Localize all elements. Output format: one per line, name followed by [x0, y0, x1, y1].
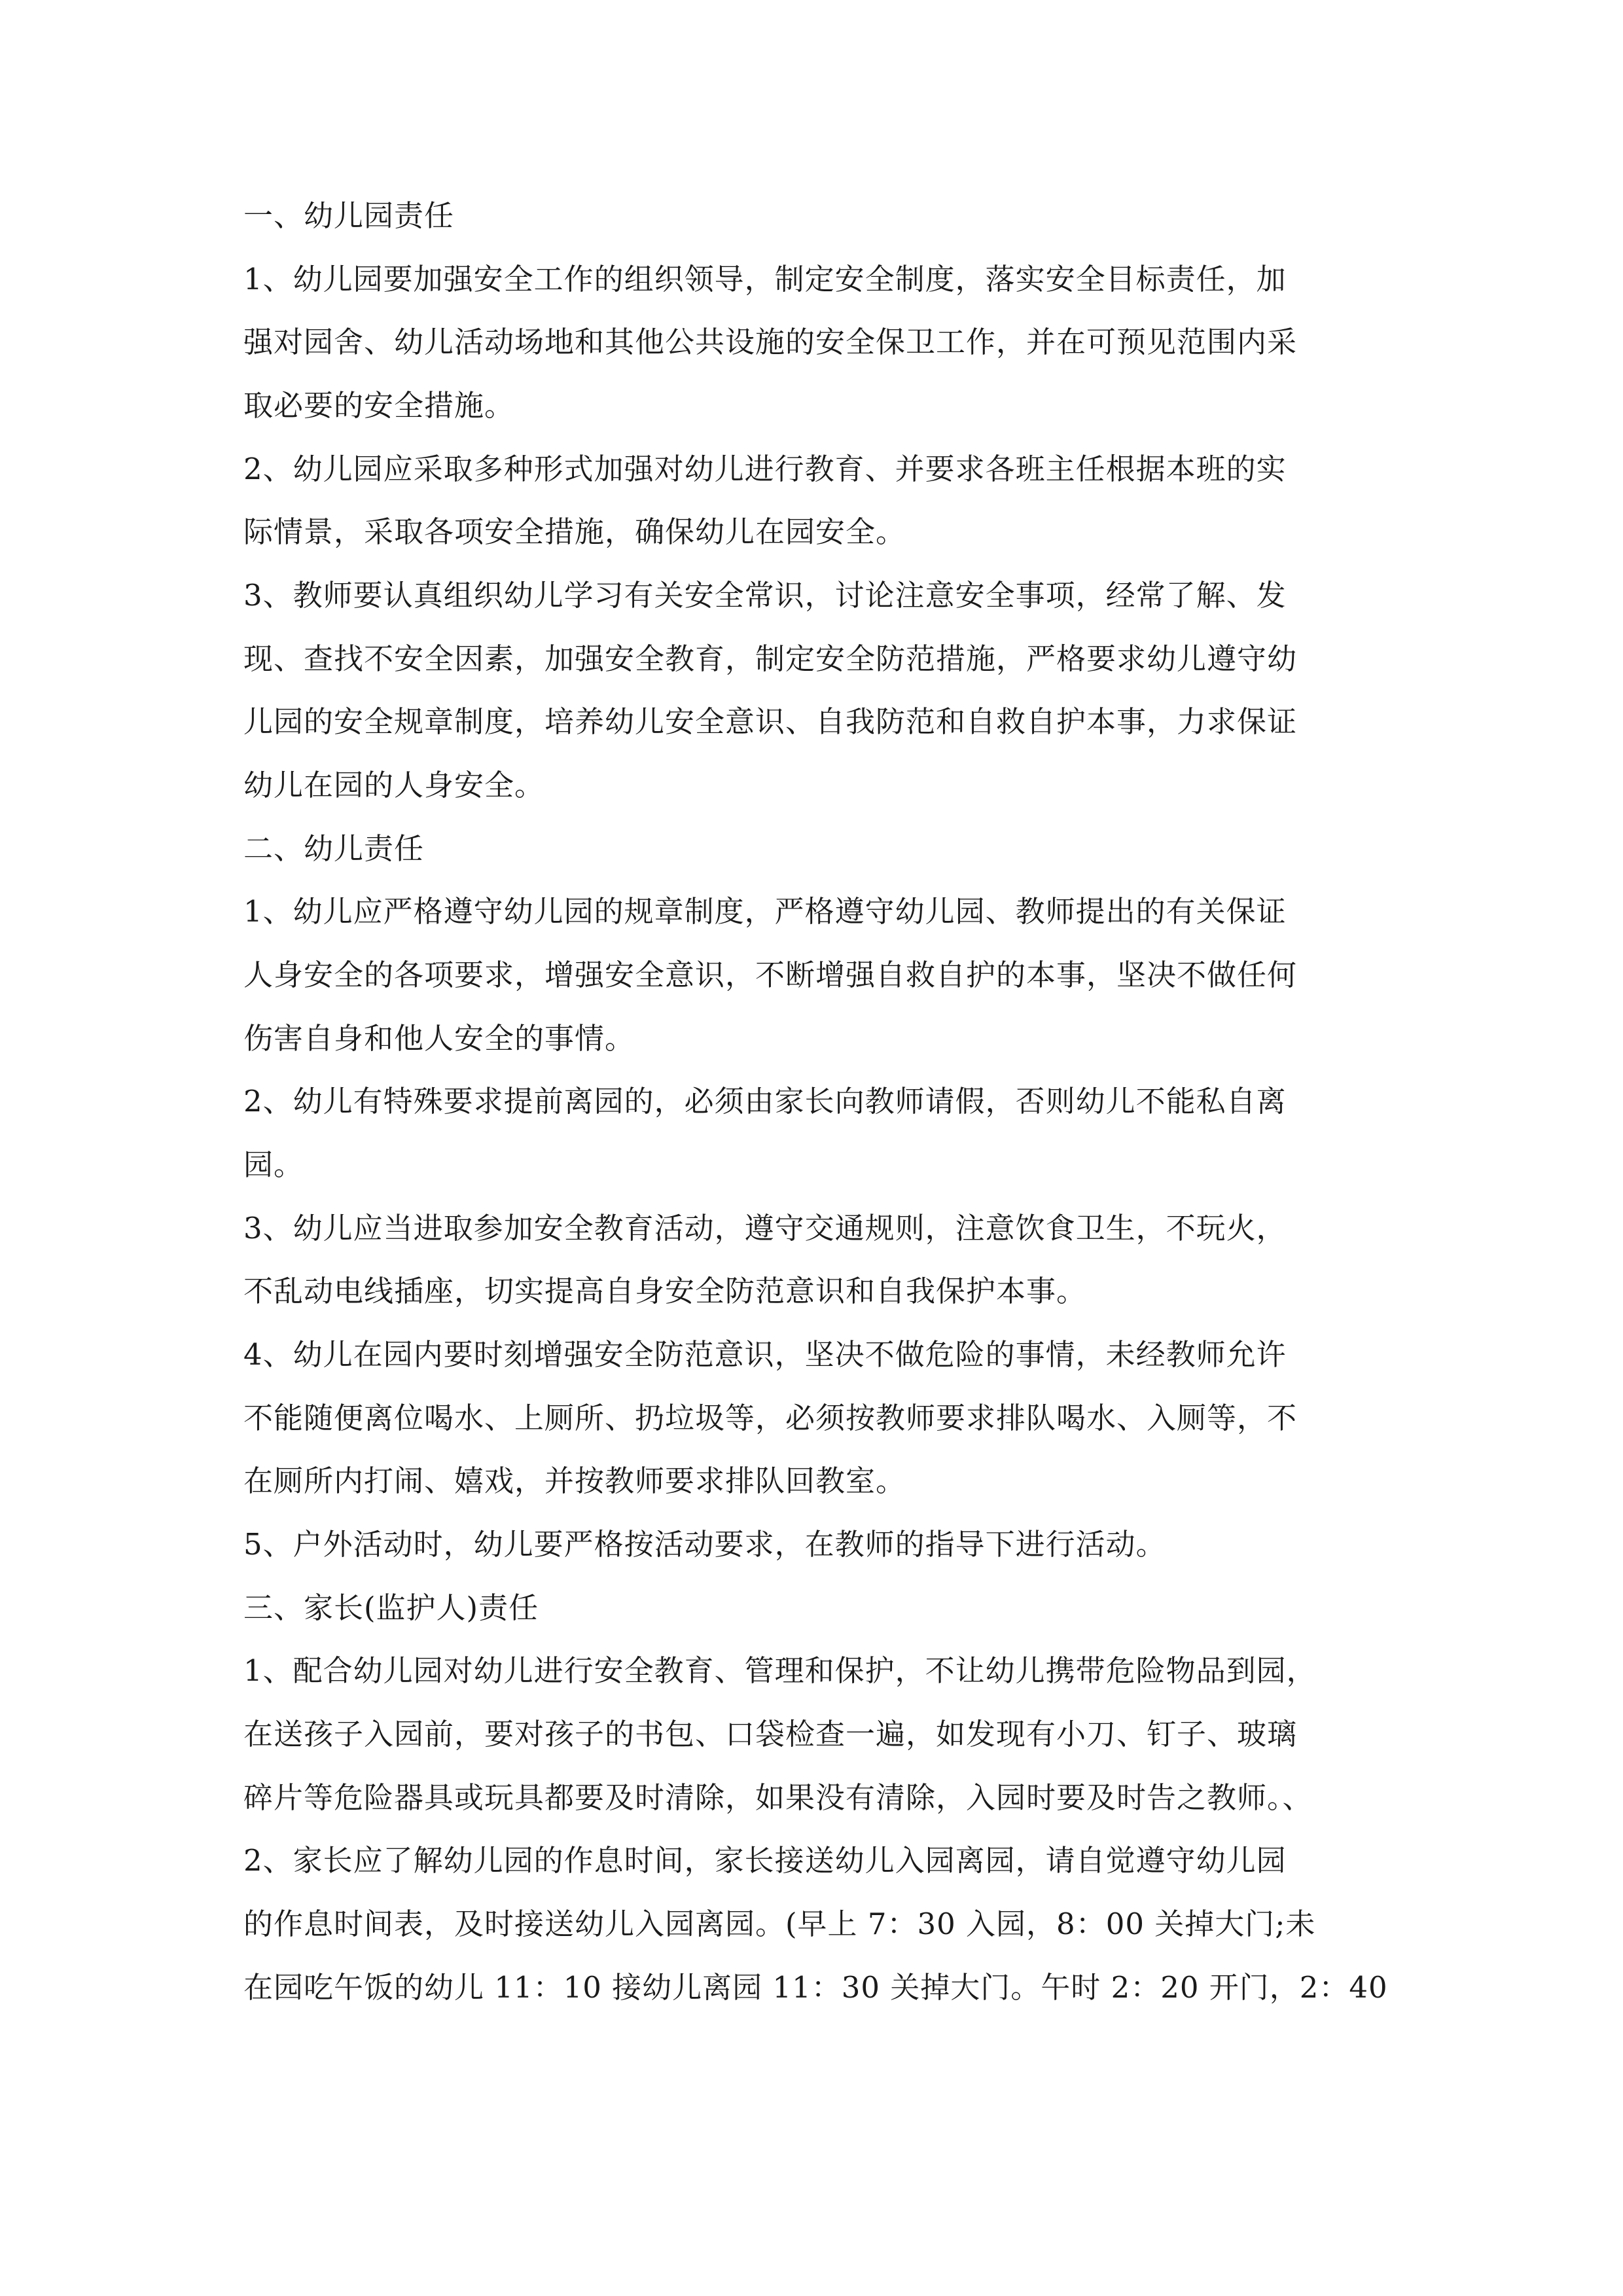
text-line: 不能随便离位喝水、上厕所、扔垃圾等，必须按教师要求排队喝水、入厕等，不 [243, 1401, 1298, 1435]
text-line: 1、幼儿应严格遵守幼儿园的规章制度，严格遵守幼儿园、教师提出的有关保证 [243, 894, 1287, 929]
text-line: 儿园的安全规章制度，培养幼儿安全意识、自我防范和自救自护本事，力求保证 [243, 704, 1298, 739]
text-line: 的作息时间表，及时接送幼儿入园离园。(早上 7：30 入园，8：00 关掉大门;未 [243, 1907, 1316, 1941]
text-line: 4、幼儿在园内要时刻增强安全防范意识，坚决不做危险的事情，未经教师允许 [243, 1337, 1287, 1372]
text-line: 不乱动电线插座，切实提高自身安全防范意识和自我保护本事。 [243, 1274, 1087, 1308]
text-line: 伤害自身和他人安全的事情。 [243, 1021, 635, 1056]
text-line: 园。 [243, 1147, 304, 1182]
text-line: 际情景，采取各项安全措施，确保幼儿在园安全。 [243, 514, 906, 549]
text-line: 现、查找不安全因素，加强安全教育，制定安全防范措施，严格要求幼儿遵守幼 [243, 641, 1298, 676]
text-line: 2、幼儿园应采取多种形式加强对幼儿进行教育、并要求各班主任根据本班的实 [243, 452, 1287, 486]
text-line: 2、幼儿有特殊要求提前离园的，必须由家长向教师请假，否则幼儿不能私自离 [243, 1084, 1287, 1119]
text-line: 人身安全的各项要求，增强安全意识，不断增强自救自护的本事，坚决不做任何 [243, 958, 1298, 992]
text-line: 3、教师要认真组织幼儿学习有关安全常识，讨论注意安全事项，经常了解、发 [243, 578, 1287, 613]
text-line: 幼儿在园的人身安全。 [243, 768, 545, 802]
text-line: 5、户外活动时，幼儿要严格按活动要求，在教师的指导下进行活动。 [243, 1527, 1166, 1562]
text-line: 3、幼儿应当进取参加安全教育活动，遵守交通规则，注意饮食卫生，不玩火， [243, 1211, 1287, 1246]
text-line: 1、幼儿园要加强安全工作的组织领导，制定安全制度，落实安全目标责任，加 [243, 262, 1287, 296]
text-line: 取必要的安全措施。 [243, 388, 515, 423]
text-line: 在厕所内打闹、嬉戏，并按教师要求排队回教室。 [243, 1463, 906, 1498]
section-heading: 一、幼儿园责任 [243, 198, 455, 233]
text-line: 在园吃午饭的幼儿 11：10 接幼儿离园 11：30 关掉大门。午时 2：20 开门，2：40 [243, 1970, 1388, 2005]
text-line: 在送孩子入园前，要对孩子的书包、口袋检查一遍，如发现有小刀、钉子、玻璃 [243, 1717, 1298, 1751]
section-heading: 二、幼儿责任 [243, 831, 425, 866]
section-heading: 三、家长(监护人)责任 [243, 1590, 539, 1625]
text-line: 强对园舍、幼儿活动场地和其他公共设施的安全保卫工作，并在可预见范围内采 [243, 325, 1298, 359]
text-line: 1、配合幼儿园对幼儿进行安全教育、管理和保护，不让幼儿携带危险物品到园， [243, 1653, 1317, 1688]
text-line: 碎片等危险器具或玩具都要及时清除，如果没有清除，入园时要及时告之教师。、 [243, 1780, 1313, 1815]
text-line: 2、家长应了解幼儿园的作息时间，家长接送幼儿入园离园，请自觉遵守幼儿园 [243, 1843, 1287, 1878]
